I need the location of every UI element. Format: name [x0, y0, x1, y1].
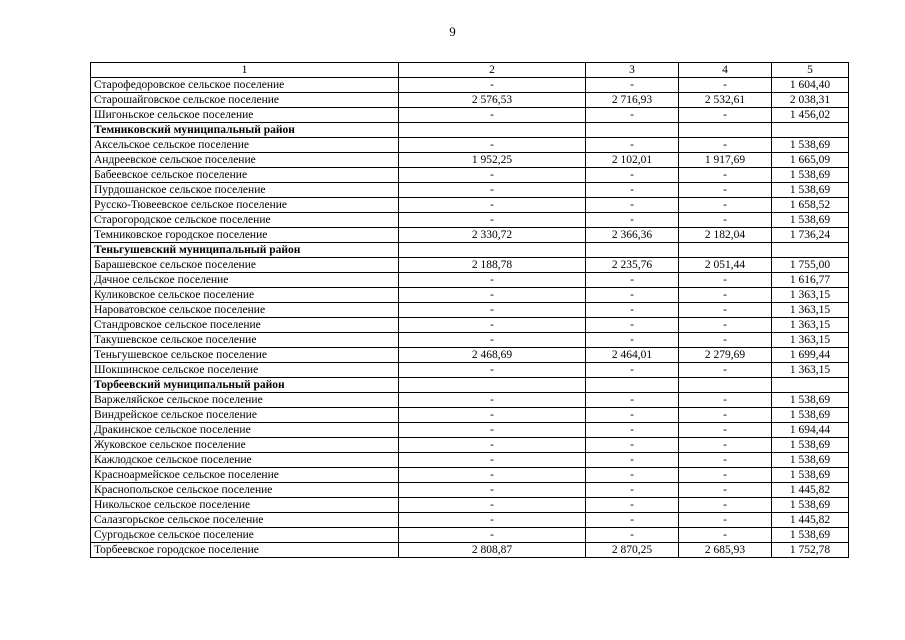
value-cell-c3: - — [586, 333, 679, 348]
value-cell-c2: - — [399, 288, 586, 303]
value-cell-c3: - — [586, 183, 679, 198]
value-cell-c4: - — [679, 273, 772, 288]
value-cell-c5: 1 665,09 — [772, 153, 849, 168]
column-header: 2 — [399, 63, 586, 78]
settlement-name-cell: Кажлодское сельское поселение — [91, 453, 399, 468]
table-row — [91, 333, 849, 348]
value-cell-c4: - — [679, 108, 772, 123]
value-cell-c5: 1 538,69 — [772, 498, 849, 513]
district-section-row — [91, 123, 849, 138]
value-cell-c3: 2 716,93 — [586, 93, 679, 108]
value-cell-c4: - — [679, 213, 772, 228]
district-name-cell: Темниковский муниципальный район — [91, 123, 399, 138]
value-cell-c3: - — [586, 318, 679, 333]
value-cell-c5 — [772, 243, 849, 258]
settlement-name-cell: Русско-Тювеевское сельское поселение — [91, 198, 399, 213]
table-row — [91, 273, 849, 288]
settlement-name-cell: Теньгушевское сельское поселение — [91, 348, 399, 363]
value-cell-c5: 1 538,69 — [772, 183, 849, 198]
value-cell-c3: 2 464,01 — [586, 348, 679, 363]
value-cell-c5: 1 456,02 — [772, 108, 849, 123]
settlement-name-cell: Дракинское сельское поселение — [91, 423, 399, 438]
value-cell-c4: - — [679, 453, 772, 468]
value-cell-c3: - — [586, 498, 679, 513]
table-row — [91, 228, 849, 243]
settlement-name-cell: Жуковское сельское поселение — [91, 438, 399, 453]
settlement-name-cell: Варжеляйское сельское поселение — [91, 393, 399, 408]
settlement-name-cell: Старошайговское сельское поселение — [91, 93, 399, 108]
table-row — [91, 423, 849, 438]
settlement-name-cell: Стандровское сельское поселение — [91, 318, 399, 333]
page-number: 9 — [449, 24, 456, 39]
value-cell-c5: 2 038,31 — [772, 93, 849, 108]
value-cell-c2: 1 952,25 — [399, 153, 586, 168]
value-cell-c4: - — [679, 333, 772, 348]
value-cell-c3: - — [586, 528, 679, 543]
value-cell-c2: - — [399, 333, 586, 348]
value-cell-c5: 1 363,15 — [772, 318, 849, 333]
value-cell-c4 — [679, 123, 772, 138]
value-cell-c2: - — [399, 138, 586, 153]
tariff-table — [90, 62, 849, 558]
value-cell-c2: - — [399, 468, 586, 483]
value-cell-c5: 1 538,69 — [772, 438, 849, 453]
value-cell-c5: 1 538,69 — [772, 468, 849, 483]
value-cell-c3: - — [586, 468, 679, 483]
value-cell-c4: - — [679, 318, 772, 333]
value-cell-c5: 1 736,24 — [772, 228, 849, 243]
settlement-name-cell: Краснопольское сельское поселение — [91, 483, 399, 498]
value-cell-c4: - — [679, 483, 772, 498]
value-cell-c5: 1 538,69 — [772, 528, 849, 543]
district-name-cell: Теньгушевский муниципальный район — [91, 243, 399, 258]
value-cell-c2: - — [399, 423, 586, 438]
table-row — [91, 198, 849, 213]
value-cell-c2: - — [399, 168, 586, 183]
value-cell-c3: - — [586, 408, 679, 423]
value-cell-c2: 2 468,69 — [399, 348, 586, 363]
settlement-name-cell: Никольское сельское поселение — [91, 498, 399, 513]
value-cell-c4: - — [679, 438, 772, 453]
value-cell-c2 — [399, 243, 586, 258]
value-cell-c3: - — [586, 438, 679, 453]
value-cell-c4: 2 685,93 — [679, 543, 772, 558]
value-cell-c3 — [586, 243, 679, 258]
table-row — [91, 138, 849, 153]
value-cell-c4: 2 279,69 — [679, 348, 772, 363]
table-row — [91, 93, 849, 108]
value-cell-c4: 2 051,44 — [679, 258, 772, 273]
value-cell-c2: - — [399, 498, 586, 513]
value-cell-c2: - — [399, 438, 586, 453]
value-cell-c3: - — [586, 168, 679, 183]
value-cell-c4: - — [679, 288, 772, 303]
value-cell-c3: - — [586, 198, 679, 213]
district-section-row — [91, 378, 849, 393]
table-row — [91, 108, 849, 123]
value-cell-c3: - — [586, 288, 679, 303]
value-cell-c2: 2 188,78 — [399, 258, 586, 273]
value-cell-c3: 2 870,25 — [586, 543, 679, 558]
value-cell-c2: 2 576,53 — [399, 93, 586, 108]
value-cell-c5: 1 699,44 — [772, 348, 849, 363]
value-cell-c4: - — [679, 363, 772, 378]
value-cell-c5: 1 538,69 — [772, 408, 849, 423]
value-cell-c4: 2 532,61 — [679, 93, 772, 108]
value-cell-c5: 1 616,77 — [772, 273, 849, 288]
value-cell-c3: 2 366,36 — [586, 228, 679, 243]
value-cell-c4: - — [679, 468, 772, 483]
value-cell-c2 — [399, 378, 586, 393]
value-cell-c2: - — [399, 408, 586, 423]
value-cell-c4: - — [679, 168, 772, 183]
value-cell-c3: 2 102,01 — [586, 153, 679, 168]
table-row — [91, 528, 849, 543]
settlement-name-cell: Шигоньское сельское поселение — [91, 108, 399, 123]
value-cell-c5: 1 363,15 — [772, 288, 849, 303]
settlement-name-cell: Старогородское сельское поселение — [91, 213, 399, 228]
value-cell-c4: - — [679, 138, 772, 153]
column-header: 5 — [772, 63, 849, 78]
value-cell-c2: - — [399, 198, 586, 213]
value-cell-c3: - — [586, 138, 679, 153]
district-section-row — [91, 243, 849, 258]
table-row — [91, 468, 849, 483]
settlement-name-cell: Темниковское городское поселение — [91, 228, 399, 243]
table-row — [91, 498, 849, 513]
value-cell-c3: - — [586, 423, 679, 438]
value-cell-c5: 1 755,00 — [772, 258, 849, 273]
value-cell-c4: 2 182,04 — [679, 228, 772, 243]
value-cell-c2: - — [399, 213, 586, 228]
table-row — [91, 168, 849, 183]
table-row — [91, 408, 849, 423]
value-cell-c4: - — [679, 528, 772, 543]
table-row — [91, 303, 849, 318]
column-header: 4 — [679, 63, 772, 78]
table-row — [91, 453, 849, 468]
value-cell-c5: 1 363,15 — [772, 303, 849, 318]
value-cell-c3: - — [586, 213, 679, 228]
settlement-name-cell: Такушевское сельское поселение — [91, 333, 399, 348]
district-name-cell: Торбеевский муниципальный район — [91, 378, 399, 393]
value-cell-c4: - — [679, 303, 772, 318]
value-cell-c2 — [399, 123, 586, 138]
value-cell-c2: - — [399, 78, 586, 93]
value-cell-c3: - — [586, 483, 679, 498]
value-cell-c5 — [772, 123, 849, 138]
value-cell-c3: - — [586, 78, 679, 93]
value-cell-c5: 1 538,69 — [772, 213, 849, 228]
table-row — [91, 183, 849, 198]
value-cell-c4 — [679, 378, 772, 393]
table-row — [91, 393, 849, 408]
value-cell-c3: - — [586, 393, 679, 408]
settlement-name-cell: Аксельское сельское поселение — [91, 138, 399, 153]
settlement-name-cell: Салазгорьское сельское поселение — [91, 513, 399, 528]
value-cell-c3: - — [586, 273, 679, 288]
value-cell-c5: 1 538,69 — [772, 168, 849, 183]
value-cell-c2: - — [399, 453, 586, 468]
table-row — [91, 78, 849, 93]
value-cell-c5 — [772, 378, 849, 393]
value-cell-c5: 1 694,44 — [772, 423, 849, 438]
table-row — [91, 483, 849, 498]
value-cell-c5: 1 538,69 — [772, 138, 849, 153]
value-cell-c4: - — [679, 513, 772, 528]
table-row — [91, 438, 849, 453]
value-cell-c5: 1 538,69 — [772, 453, 849, 468]
value-cell-c4: 1 917,69 — [679, 153, 772, 168]
value-cell-c2: - — [399, 273, 586, 288]
value-cell-c3 — [586, 378, 679, 393]
value-cell-c5: 1 363,15 — [772, 363, 849, 378]
column-header: 1 — [91, 63, 399, 78]
value-cell-c2: - — [399, 303, 586, 318]
settlement-name-cell: Старофедоровское сельское поселение — [91, 78, 399, 93]
value-cell-c4 — [679, 243, 772, 258]
settlement-name-cell: Виндрейское сельское поселение — [91, 408, 399, 423]
column-header: 3 — [586, 63, 679, 78]
value-cell-c4: - — [679, 408, 772, 423]
value-cell-c4: - — [679, 498, 772, 513]
value-cell-c4: - — [679, 183, 772, 198]
table-row — [91, 513, 849, 528]
value-cell-c3: - — [586, 108, 679, 123]
settlement-name-cell: Барашевское сельское поселение — [91, 258, 399, 273]
table-header-row — [91, 63, 849, 78]
value-cell-c5: 1 752,78 — [772, 543, 849, 558]
table-row — [91, 318, 849, 333]
value-cell-c5: 1 538,69 — [772, 393, 849, 408]
value-cell-c2: - — [399, 318, 586, 333]
table-row — [91, 363, 849, 378]
value-cell-c2: - — [399, 183, 586, 198]
value-cell-c2: 2 330,72 — [399, 228, 586, 243]
value-cell-c2: - — [399, 513, 586, 528]
value-cell-c2: - — [399, 528, 586, 543]
value-cell-c4: - — [679, 198, 772, 213]
table-row — [91, 153, 849, 168]
settlement-name-cell: Пурдошанское сельское поселение — [91, 183, 399, 198]
table-row — [91, 258, 849, 273]
value-cell-c2: - — [399, 108, 586, 123]
value-cell-c3: - — [586, 453, 679, 468]
value-cell-c3: - — [586, 363, 679, 378]
settlement-name-cell: Красноармейское сельское поселение — [91, 468, 399, 483]
value-cell-c4: - — [679, 423, 772, 438]
settlement-name-cell: Андреевское сельское поселение — [91, 153, 399, 168]
settlement-name-cell: Сургодьское сельское поселение — [91, 528, 399, 543]
settlement-name-cell: Нароватовское сельское поселение — [91, 303, 399, 318]
value-cell-c5: 1 445,82 — [772, 513, 849, 528]
settlement-name-cell: Шокшинское сельское поселение — [91, 363, 399, 378]
table-row — [91, 288, 849, 303]
table-row — [91, 543, 849, 558]
value-cell-c5: 1 604,40 — [772, 78, 849, 93]
value-cell-c3: 2 235,76 — [586, 258, 679, 273]
settlement-name-cell: Торбеевское городское поселение — [91, 543, 399, 558]
settlement-name-cell: Куликовское сельское поселение — [91, 288, 399, 303]
table-row — [91, 213, 849, 228]
value-cell-c2: 2 808,87 — [399, 543, 586, 558]
value-cell-c5: 1 445,82 — [772, 483, 849, 498]
table-row — [91, 348, 849, 363]
value-cell-c2: - — [399, 483, 586, 498]
settlement-name-cell: Бабеевское сельское поселение — [91, 168, 399, 183]
value-cell-c2: - — [399, 363, 586, 378]
value-cell-c3 — [586, 123, 679, 138]
value-cell-c3: - — [586, 513, 679, 528]
value-cell-c5: 1 658,52 — [772, 198, 849, 213]
value-cell-c4: - — [679, 78, 772, 93]
value-cell-c4: - — [679, 393, 772, 408]
value-cell-c3: - — [586, 303, 679, 318]
value-cell-c2: - — [399, 393, 586, 408]
settlement-name-cell: Дачное сельское поселение — [91, 273, 399, 288]
value-cell-c5: 1 363,15 — [772, 333, 849, 348]
